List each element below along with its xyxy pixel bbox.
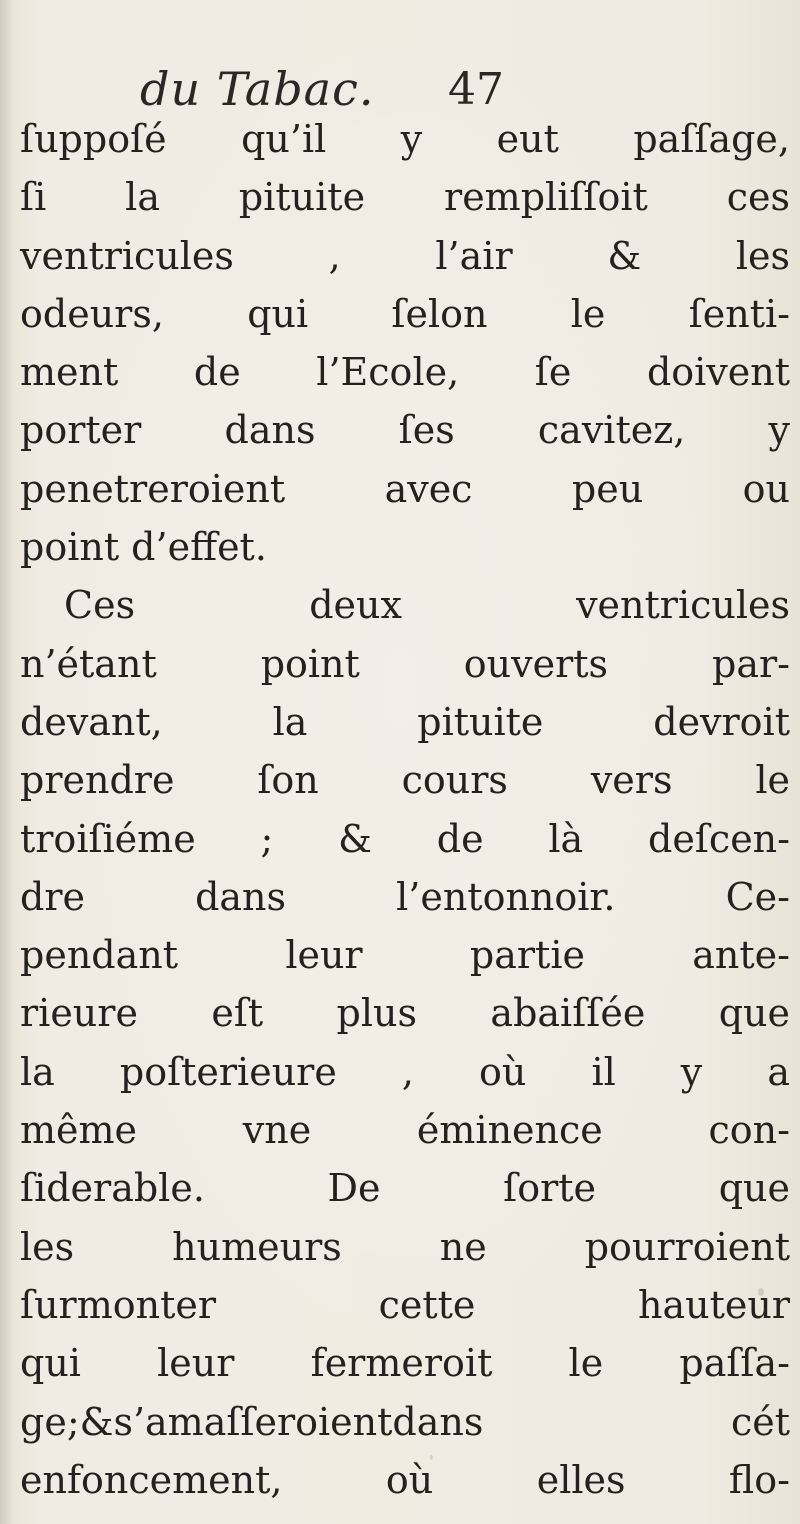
text-line: ventricules , l’air & les (20, 233, 790, 278)
text-line: n’étant point ouverts par- (20, 641, 790, 686)
text-line: devant, la pituite devroit (20, 699, 790, 744)
text-line: porter dans ſes cavitez, y (20, 408, 790, 453)
text-line: la poſterieure , où il y a (20, 1049, 790, 1094)
text-line: ment de l’Ecole, ſe doivent (20, 350, 790, 395)
text-line: point d’effet. (20, 525, 267, 570)
text-line: prendre ſon cours vers le (20, 758, 790, 803)
text-line: dre dans l’entonnoir. Ce- (20, 874, 790, 919)
page-number: 47 (448, 64, 504, 115)
text-line: les humeurs ne pourroient (20, 1224, 790, 1269)
text-line: rieure eſt plus abaiſſée que (20, 991, 790, 1036)
text-line: troiſiéme ; & de là deſcen- (20, 816, 790, 861)
text-line: odeurs, qui ſelon le ſenti- (20, 291, 790, 336)
text-line: ge;&s’amaſſeroientdans cét (20, 1399, 790, 1444)
text-line: penetreroient avec peu ou (20, 466, 790, 511)
text-line: même vne éminence con- (20, 1108, 790, 1153)
gutter-shadow (0, 0, 14, 1524)
text-line: ſuppoſé qu’il y eut paſſage, (20, 117, 790, 161)
text-line: ſiderable. De ſorte que (20, 1166, 790, 1211)
text-line: ſi la pituite rempliſſoit ces (20, 175, 790, 220)
body-text (20, 110, 790, 1509)
text-line: pendant leur partie ante- (20, 933, 790, 978)
paragraph-first-line: Ces deux ventricules (64, 583, 790, 628)
paper-spot (430, 1455, 433, 1460)
paper-spot (758, 1288, 764, 1296)
text-line: qui leur fermeroit le paſſa- (20, 1341, 790, 1386)
text-line: enfoncement, où elles flo- (20, 1457, 790, 1502)
text-line: ſurmonter cette hauteur (20, 1282, 790, 1327)
running-head: du Tabac. (140, 62, 375, 116)
